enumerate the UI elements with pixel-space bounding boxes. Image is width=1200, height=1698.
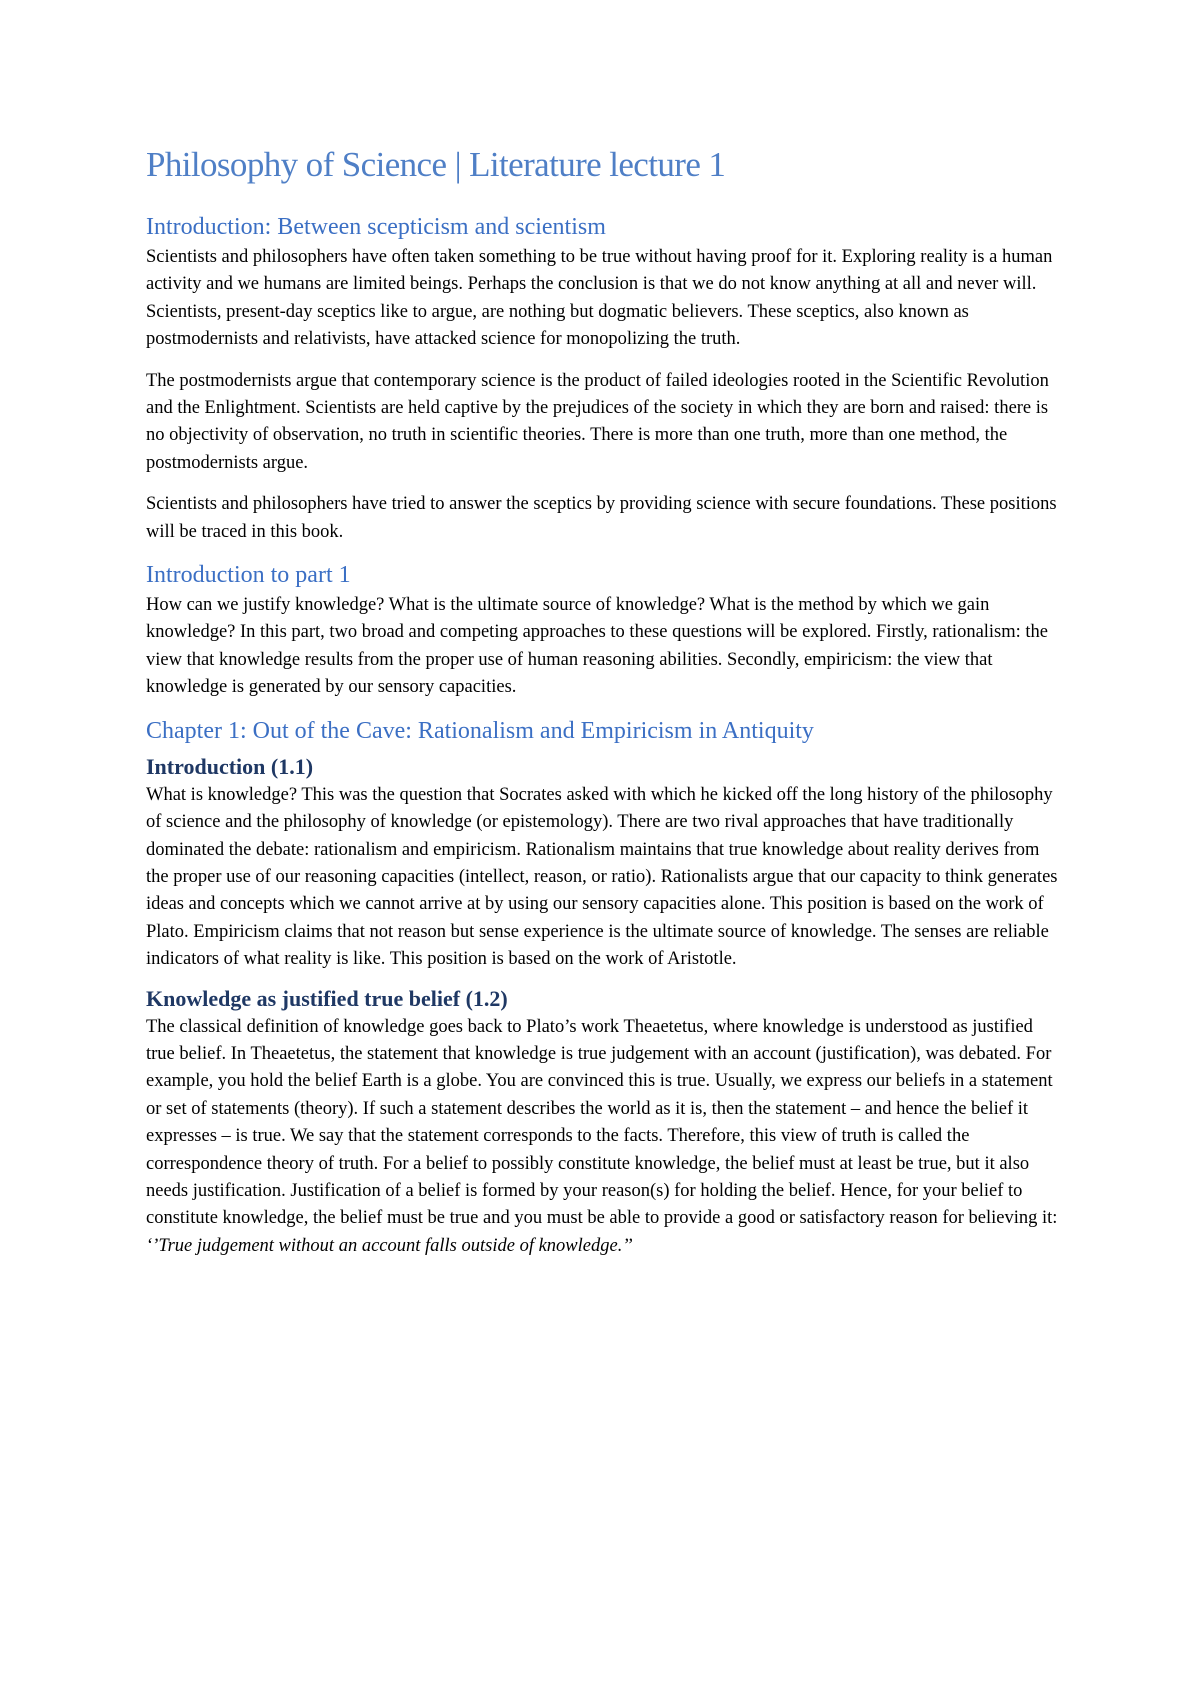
section-intro xyxy=(146,212,1066,546)
chapter-heading: Chapter 1: Out of the Cave: Rationalism and Empiricism in Antiquity xyxy=(146,717,814,744)
subsection-heading-introduction: Introduction (1.1) xyxy=(146,753,314,779)
section-chapter1 xyxy=(146,716,1066,1261)
paragraph: Scientists and philosophers have tried to answer the sceptics by providing science with secure foundations. These positions will be traced in this book. xyxy=(146,494,1057,542)
paragraph: Scientists and philosophers have often taken something to be true without having proof for it. Exploring reality is a human activity and we humans are limited beings. Perhaps the conclusion is that we do not know anything at all and never will. Scientists, present-day sceptics like to argue, are nothing but dogmatic believers. These sceptics, also known as postmodernists and relativists, have attacked science for monopolizing the truth. xyxy=(146,247,1053,350)
section-heading-intro: Introduction: Between scepticism and scientism xyxy=(146,214,606,240)
document-body xyxy=(146,212,1066,1260)
paragraph: What is knowledge? This was the question that Socrates asked with which he kicked off the long history of the philosophy of science and the philosophy of knowledge (or epistemology). There are two rival approaches that have traditionally dominated the debate: rationalism and empiricism. Rationalism maintains that true knowledge about reality derives from the proper use of our reasoning capacities (intellect, reason, or ratio). Rationalists argue that our capacity to think generates ideas and concepts which we cannot arrive at by using our sensory capacities alone. This position is based on the work of Plato. Empiricism claims that not reason but sense experience is the ultimate source of knowledge. The senses are reliable indicators of what reality is like. This position is based on the work of Aristotle. xyxy=(146,784,1058,970)
paragraph-with-quote xyxy=(146,1014,1066,1261)
page-title: Philosophy of Science | Literature lecture 1 xyxy=(146,145,726,184)
section-heading-part1: Introduction to part 1 xyxy=(146,562,351,589)
paragraph: How can we justify knowledge? What is the ultimate source of knowledge? What is the method by which we gain knowledge? In this part, two broad and competing approaches to these questions will be explored. Firstly, rationalism: the view that knowledge results from the proper use of human reasoning abilities. Secondly, empiricism: the view that knowledge is generated by our sensory capacities. xyxy=(146,595,1049,698)
paragraph: The postmodernists argue that contemporary science is the product of failed ideologies rooted in the Scientific Revolution and the Enlightment. Scientists are held captive by the prejudices of the society in which they are born and raised: there is no objectivity of observation, no truth in scientific theories. There is more than one truth, more than one method, the postmodernists argue. xyxy=(146,370,1049,473)
section-part1 xyxy=(146,560,1066,702)
paragraph-text: The classical definition of knowledge goes back to Plato’s work Theaetetus, where knowledge is understood as justified true belief. In Theaetetus, the statement that knowledge is true judgement with an account (justification), was debated. For example, you hold the belief Earth is a globe. You are convinced this is true. Usually, we express our beliefs in a statement or set of statements (theory). If such a statement describes the world as it is, then the statement – and hence the belief it expresses – is true. We say that the statement corresponds to the facts. Therefore, this view of truth is called the correspondence theory of truth. For a belief to possibly constitute knowledge, the belief must at least be true, but it also needs justification. Justification of a belief is formed by your reason(s) for holding the belief. Hence, for your belief to constitute knowledge, the belief must be true and you must be able to provide a good or satisfactory reason for believing it: xyxy=(146,1016,1058,1229)
subsection-heading-knowledge: Knowledge as justified true belief (1.2) xyxy=(146,985,508,1011)
plato-quote: ‘’True judgement without an account falls outside of knowledge.’’ xyxy=(146,1235,633,1256)
